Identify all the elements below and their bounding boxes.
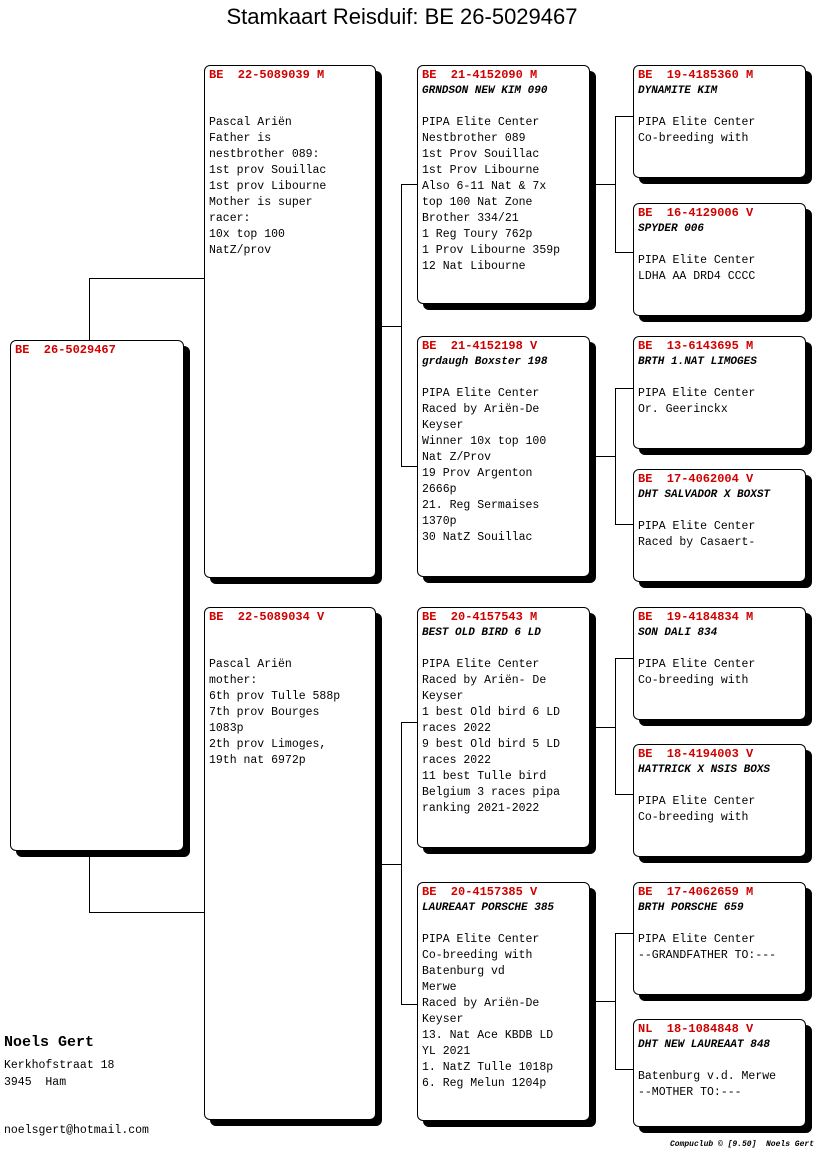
connector-line (615, 933, 633, 934)
connector-line (589, 456, 615, 457)
ring-number: BE 20-4157543 M (422, 610, 538, 624)
ring-number: BE 19-4184834 M (638, 610, 754, 624)
ring-number: BE 18-4194003 V (638, 747, 754, 761)
great-grandparent-card[interactable] (633, 203, 806, 316)
ring-number: BE 20-4157385 V (422, 885, 538, 899)
connector-line (401, 184, 417, 185)
pigeon-notes: PIPA Elite Center --GRANDFATHER TO:--- (638, 933, 777, 962)
pigeon-name: LAUREAAT PORSCHE 385 (422, 902, 555, 914)
grandfather-paternal-card[interactable] (417, 65, 590, 304)
connector-line (615, 252, 633, 253)
ring-number: BE 21-4152198 V (422, 339, 538, 353)
connector-line (615, 116, 616, 253)
pigeon-notes: Pascal Ariën Father is nestbrother 089: 1st prov Souillac 1st prov Libourne Mother is super racer: 10x top 100 NatZ/prov (209, 116, 327, 257)
ring-number: BE 17-4062004 V (638, 472, 754, 486)
pigeon-notes: PIPA Elite Center Nestbrother 089 1st Prov Souillac 1st Prov Libourne Also 6-11 Nat & 7x top 100 Nat Zone Brother 334/21 1 Reg Toury 762p 1 Prov Libourne 359p 12 Nat Libourne (422, 116, 561, 273)
footer-credit: Compuclub © [9.50] Noels Gert (669, 1140, 814, 1149)
pigeon-notes: Pascal Ariën mother: 6th prov Tulle 588p 7th prov Bourges 1083p 2th prov Limoges, 19th nat 6972p (209, 658, 341, 767)
pigeon-name (209, 83, 371, 99)
connector-line (401, 1004, 417, 1005)
pigeon-name: grdaugh Boxster 198 (422, 356, 548, 368)
pigeon-name: HATTRICK X NSIS BOXS (638, 764, 771, 776)
pigeon-name: DHT SALVADOR X BOXST (638, 489, 771, 501)
pigeon-notes: PIPA Elite Center Raced by Casaert- (638, 520, 756, 549)
pigeon-name: BEST OLD BIRD 6 LD (422, 627, 541, 639)
great-grandparent-card[interactable] (633, 607, 806, 720)
connector-line (401, 184, 402, 467)
ring-number: BE 26-5029467 (15, 343, 116, 357)
ring-number: BE 19-4185360 M (638, 68, 754, 82)
great-grandparent-card[interactable] (633, 744, 806, 857)
pigeon-notes: PIPA Elite Center Raced by Ariën-De Keyser Winner 10x top 100 Nat Z/Prov 19 Prov Argenton 2666p 21. Reg Sermaises 1370p 30 NatZ Souillac (422, 387, 547, 544)
grandmother-paternal-card[interactable] (417, 336, 590, 577)
ring-number: BE 21-4152090 M (422, 68, 538, 82)
mother-card[interactable] (204, 607, 376, 1120)
owner-name: Noels Gert (4, 1034, 95, 1051)
connector-line (615, 794, 633, 795)
connector-line (375, 326, 401, 327)
grandfather-maternal-card[interactable] (417, 607, 590, 848)
connector-line (89, 851, 90, 913)
owner-email[interactable]: noelsgert@hotmail.com (4, 1124, 149, 1137)
pigeon-notes: PIPA Elite Center Or. Geerinckx (638, 387, 756, 416)
pigeon-name: GRNDSON NEW KIM 090 (422, 85, 548, 97)
connector-line (89, 912, 204, 913)
grandmother-maternal-card[interactable] (417, 882, 590, 1121)
pigeon-name: SON DALI 834 (638, 627, 718, 639)
connector-line (615, 658, 633, 659)
connector-line (89, 278, 90, 340)
ring-number: BE 13-6143695 M (638, 339, 754, 353)
connector-line (589, 727, 615, 728)
connector-line (375, 864, 401, 865)
connector-line (615, 388, 616, 525)
connector-line (589, 184, 615, 185)
owner-street: Kerkhofstraat 18 (4, 1059, 115, 1072)
pigeon-notes: Batenburg v.d. Merwe --MOTHER TO:--- (638, 1070, 777, 1099)
connector-line (615, 933, 616, 1070)
pigeon-notes: PIPA Elite Center Co-breeding with (638, 658, 756, 687)
great-grandparent-card[interactable] (633, 882, 806, 995)
great-grandparent-card[interactable] (633, 1019, 806, 1127)
connector-line (401, 466, 417, 467)
connector-line (401, 722, 417, 723)
connector-line (615, 116, 633, 117)
connector-line (589, 1001, 615, 1002)
pigeon-name: SPYDER 006 (638, 223, 705, 235)
ring-number: NL 18-1084848 V (638, 1022, 754, 1036)
pigeon-notes: PIPA Elite Center Co-breeding with Batenburg vd Merwe Raced by Ariën-De Keyser 13. Nat Ace KBDB LD YL 2021 1. NatZ Tulle 1018p 6. Reg Melun 1204p (422, 933, 554, 1090)
subject-card[interactable] (10, 340, 184, 851)
pigeon-notes: PIPA Elite Center Co-breeding with (638, 795, 756, 824)
connector-line (89, 278, 204, 279)
ring-number: BE 22-5089039 M (209, 68, 325, 82)
pigeon-name: BRTH 1.NAT LIMOGES (638, 356, 757, 368)
page-title: Stamkaart Reisduif: BE 26-5029467 (226, 4, 578, 29)
connector-line (615, 388, 633, 389)
connector-line (615, 1069, 633, 1070)
great-grandparent-card[interactable] (633, 65, 806, 178)
pigeon-name: DYNAMITE KIM (638, 85, 718, 97)
pigeon-notes: PIPA Elite Center Co-breeding with (638, 116, 756, 145)
pigeon-name: DHT NEW LAUREAAT 848 (638, 1039, 771, 1051)
great-grandparent-card[interactable] (633, 469, 806, 582)
great-grandparent-card[interactable] (633, 336, 806, 449)
pigeon-name (209, 625, 371, 641)
pigeon-notes: PIPA Elite Center Raced by Ariën- De Keyser 1 best Old bird 6 LD races 2022 9 best Old bird 5 LD races 2022 11 best Tulle bird Belgium 3 races pipa ranking 2021-2022 (422, 658, 561, 815)
owner-city: 3945 Ham (4, 1076, 67, 1089)
connector-line (615, 524, 633, 525)
pigeon-notes: PIPA Elite Center LDHA AA DRD4 CCCC (638, 254, 756, 283)
pigeon-name: BRTH PORSCHE 659 (638, 902, 744, 914)
connector-line (401, 722, 402, 1005)
ring-number: BE 22-5089034 V (209, 610, 325, 624)
ring-number: BE 17-4062659 M (638, 885, 754, 899)
father-card[interactable] (204, 65, 376, 578)
connector-line (615, 658, 616, 795)
ring-number: BE 16-4129006 V (638, 206, 754, 220)
